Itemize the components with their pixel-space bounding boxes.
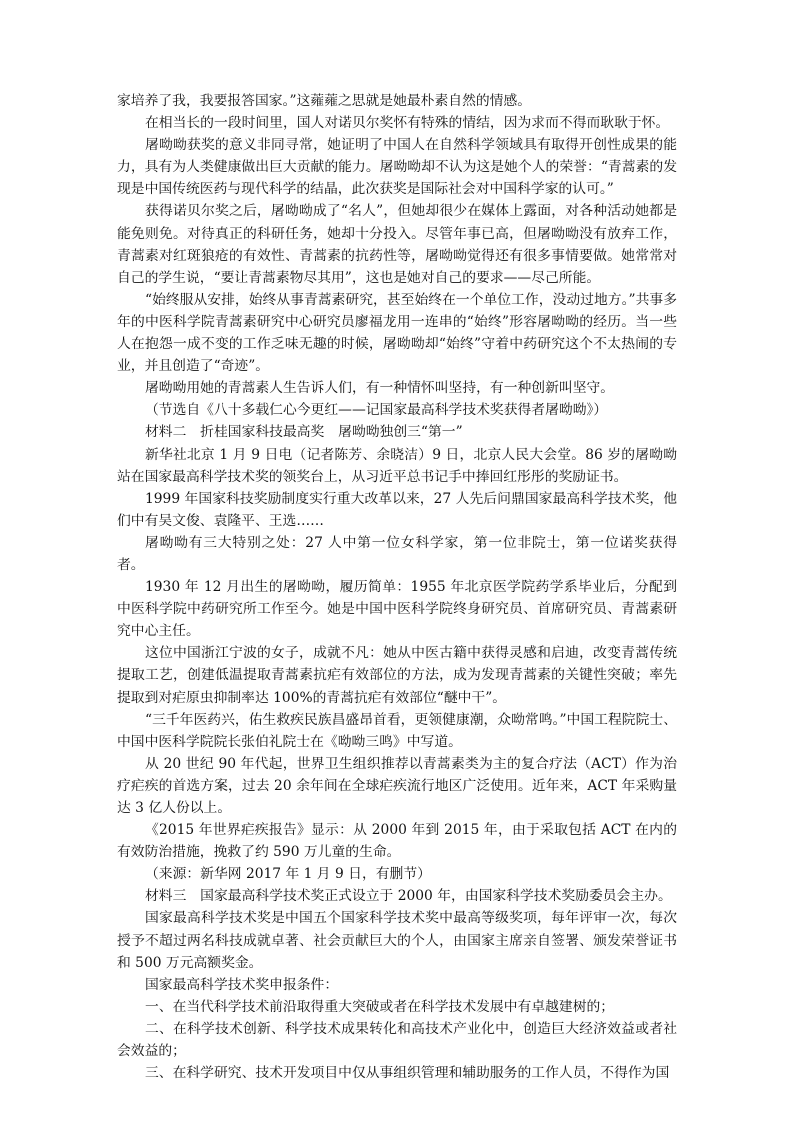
paragraph: 从 20 世纪 90 年代起，世界卫生组织推荐以青蒿素类为主的复合疗法（ACT）作为治疗疟疾的首选方案，过去 20 余年间在全球疟疾流行地区广泛使用。近年来，ACT 年采购量达 3 亿人份以上。: [117, 755, 677, 816]
paragraph: 新华社北京 1 月 9 日电（记者陈芳、余晓洁）9 日，北京人民大会堂。86 岁的屠呦呦站在国家最高科学技术奖的领奖台上，从习近平总书记手中捧回红彤彤的奖励证书。: [117, 446, 677, 485]
source-citation: （来源：新华网 2017 年 1 月 9 日，有删节）: [145, 866, 431, 883]
paragraph: 国家最高科学技术奖是中国五个国家科学技术奖中最高等级奖项，每年评审一次，每次授予不超过两名科技成就卓著、社会贡献巨大的个人，由国家主席亲自签署、颁发荣誉证书和 500 万元高额奖金。: [117, 910, 677, 971]
paragraph: 《2015 年世界疟疾报告》显示：从 2000 年到 2015 年，由于采取包括 ACT 在内的有效防治措施，挽救了约 590 万儿童的生命。: [117, 822, 677, 861]
list-item: 二、在科学技术创新、科学技术成果转化和高技术产业化中，创造巨大经济效益或者社会效益的；: [117, 1020, 677, 1060]
paragraph: “始终服从安排，始终从事青蒿素研究，甚至始终在一个单位工作，没动过地方。”共事多年的中医科学院青蒿素研究中心研究员廖福龙用一连串的“始终”形容屠呦呦的经历。当一些人在抱怨一成不变的工作乏味无趣的时候，屠呦呦却“始终”守着中药研究这个不太热闹的专业，并且创造了“奇迹”。: [117, 291, 677, 375]
paragraph: 1999 年国家科技奖励制度实行重大改革以来，27 人先后问鼎国家最高科学技术奖，他们中有吴文俊、袁隆平、王选……: [117, 490, 677, 529]
paragraph: 在相当长的一段时间里，国人对诺贝尔奖怀有特殊的情结，因为求而不得而耿耿于怀。: [145, 115, 670, 132]
material-heading: 材料三 国家最高科学技术奖正式设立于 2000 年，由国家科学技术奖励委员会主办。: [145, 888, 672, 905]
paragraph: 国家最高科学技术奖申报条件：: [145, 976, 339, 993]
paragraph: 获得诺贝尔奖之后，屠呦呦成了“名人”，但她却很少在媒体上露面，对各种活动她都是能免则免。对待真正的科研任务，她却十分投入。尽管年事已高，但屠呦呦没有放弃工作，青蒿素对红斑狼疮的有效性、青蒿素的抗药性等，屠呦呦觉得还有很多事情要做。她常常对自己的学生说，“要让青蒿素物尽其用”，这也是她对自己的要求——尽己所能。: [117, 203, 677, 286]
list-item: 三、在科学研究、技术开发项目中仅从事组织管理和辅助服务的工作人员，不得作为国: [145, 1065, 670, 1082]
list-item: 一、在当代科学技术前沿取得重大突破或者在科学技术发展中有卓越建树的；: [145, 998, 615, 1015]
material-heading: 材料二 折桂国家科技最高奖 屠呦呦独创三“第一”: [145, 424, 463, 441]
document-page: [117, 90, 677, 1084]
paragraph: 1930 年 12 月出生的屠呦呦，履历简单：1955 年北京医学院药学系毕业后，分配到中医科学院中药研究所工作至今。她是中国中医科学院终身研究员、首席研究员、青蒿素研究中心主任。: [117, 579, 677, 640]
paragraph: 屠呦呦获奖的意义非同寻常，她证明了中国人在自然科学领域具有取得开创性成果的能力，具有为人类健康做出巨大贡献的能力。屠呦呦却不认为这是她个人的荣誉：“青蒿素的发现是中国传统医药与现代科学的结晶，此次获奖是国际社会对中国科学家的认可。”: [117, 137, 677, 198]
paragraph: 屠呦呦有三大特别之处：27 人中第一位女科学家，第一位非院士，第一位诺奖获得者。: [117, 534, 677, 573]
paragraph: “三千年医药兴，佑生救疾民族昌盛昂首看，更领健康潮，众呦常鸣。”中国工程院院士、中国中医科学院院长张伯礼院士在《呦呦三鸣》中写道。: [117, 711, 677, 750]
paragraph: 家培养了我，我要报答国家。”这蕹蕹之思就是她最朴素自然的情感。: [117, 93, 532, 109]
source-citation: （节选自《八十多载仁心今更红——记国家最高科学技术奖获得者屠呦呦》）: [145, 402, 608, 419]
paragraph: 这位中国浙江宁波的女子，成就不凡：她从中医古籍中获得灵感和启迪，改变青蒿传统提取工艺，创建低温提取青蒿素抗疟有效部位的方法，成为发现青蒿素的关键性突破；率先提取到对疟原虫抑制率达 100%的青蒿抗疟有效部位“醚中干”。: [117, 645, 677, 706]
paragraph: 屠呦呦用她的青蒿素人生告诉人们，有一种情怀叫坚持，有一种创新叫坚守。: [145, 380, 615, 397]
